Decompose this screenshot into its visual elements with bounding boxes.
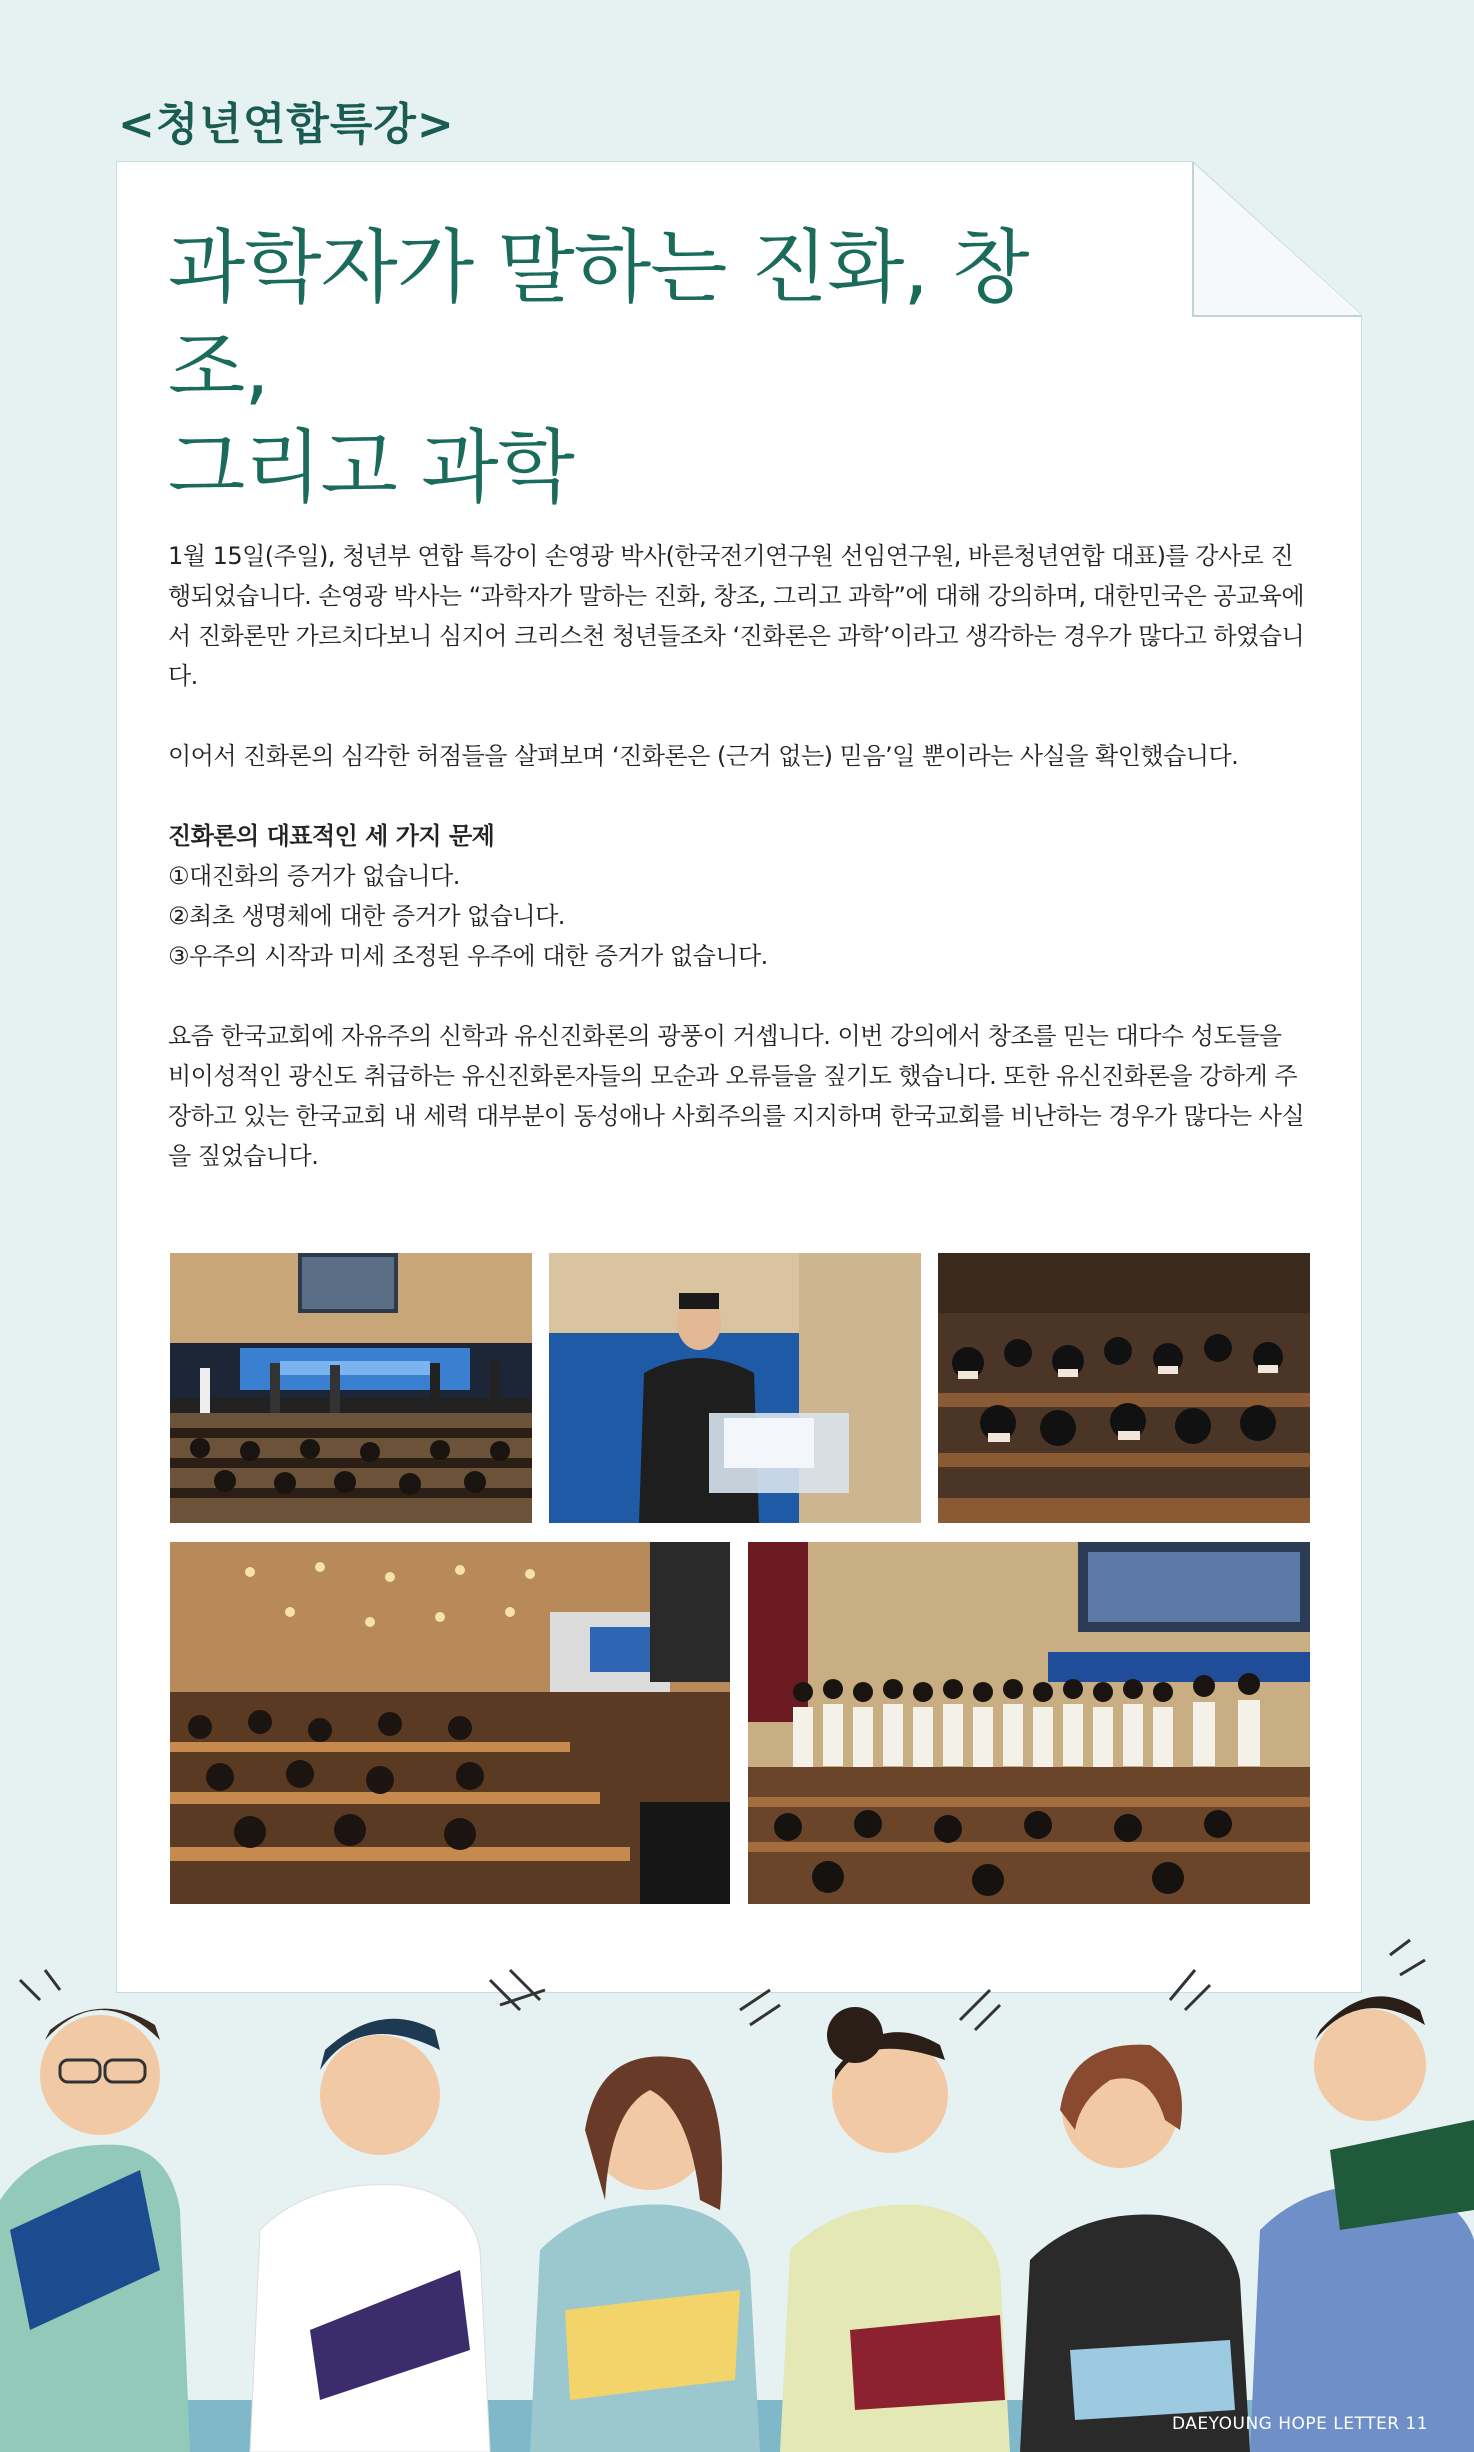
paragraph-2: 이어서 진화론의 심각한 허점들을 살펴보며 ‘진화론은 (근거 없는) 믿음’일 뿐이라는 사실을 확인했습니다. (168, 742, 1239, 770)
choir-photo (748, 1542, 1310, 1904)
section-label: <청년연합특강> (118, 99, 455, 150)
auditorium-photo (170, 1542, 730, 1904)
fold-line-horizontal (1192, 315, 1361, 317)
title-line-1: 과학자가 말하는 진화, 창조, (168, 221, 1029, 414)
problems-list (168, 816, 1308, 976)
footer-page-label: DAEYOUNG HOPE LETTER 11 (1172, 2414, 1429, 2434)
paragraph-3: 요즘 한국교회에 자유주의 신학과 유신진화론의 광풍이 거셉니다. 이번 강의에서 창조를 믿는 대다수 성도들을 비이성적인 광신도 취급하는 유신진화론자들의 모순과 오류들을 짚기도 했습니다. 또한 유신진화론을 강하게 주장하고 있는 한국교회 내 세력 대부분이 동성애나 사회주의를 지지하며 한국교회를 비난하는 경우가 많다는 사실을 짚었습니다. (168, 1022, 1305, 1170)
fold-line-vertical (1192, 162, 1194, 317)
problems-heading: 진화론의 대표적인 세 가지 문제 (168, 822, 495, 850)
problem-item: ②최초 생명체에 대한 증거가 없습니다. (168, 902, 565, 930)
paragraph-1: 1월 15일(주일), 청년부 연합 특강이 손영광 박사(한국전기연구원 선임연구원, 바른청년연합 대표)를 강사로 진행되었습니다. 손영광 박사는 “과학자가 말하는 진화, 창조, 그리고 과학”에 대해 강의하며, 대한민국은 공교육에서 진화론만 가르치다보니 심지어 크리스천 청년들조차 ‘진화론은 과학’이라고 생각하는 경우가 많다고 하였습니다. (168, 542, 1305, 690)
speaker-photo (549, 1253, 921, 1523)
stage-photo (170, 1253, 532, 1523)
article-title (168, 218, 1118, 518)
problem-item: ③우주의 시작과 미세 조정된 우주에 대한 증거가 없습니다. (168, 942, 768, 970)
reading-people-illustration (0, 1930, 1474, 2452)
problem-item: ①대진화의 증거가 없습니다. (168, 862, 460, 890)
article-body (168, 536, 1308, 1216)
title-line-2: 그리고 과학 (168, 421, 574, 514)
audience-photo (938, 1253, 1310, 1523)
